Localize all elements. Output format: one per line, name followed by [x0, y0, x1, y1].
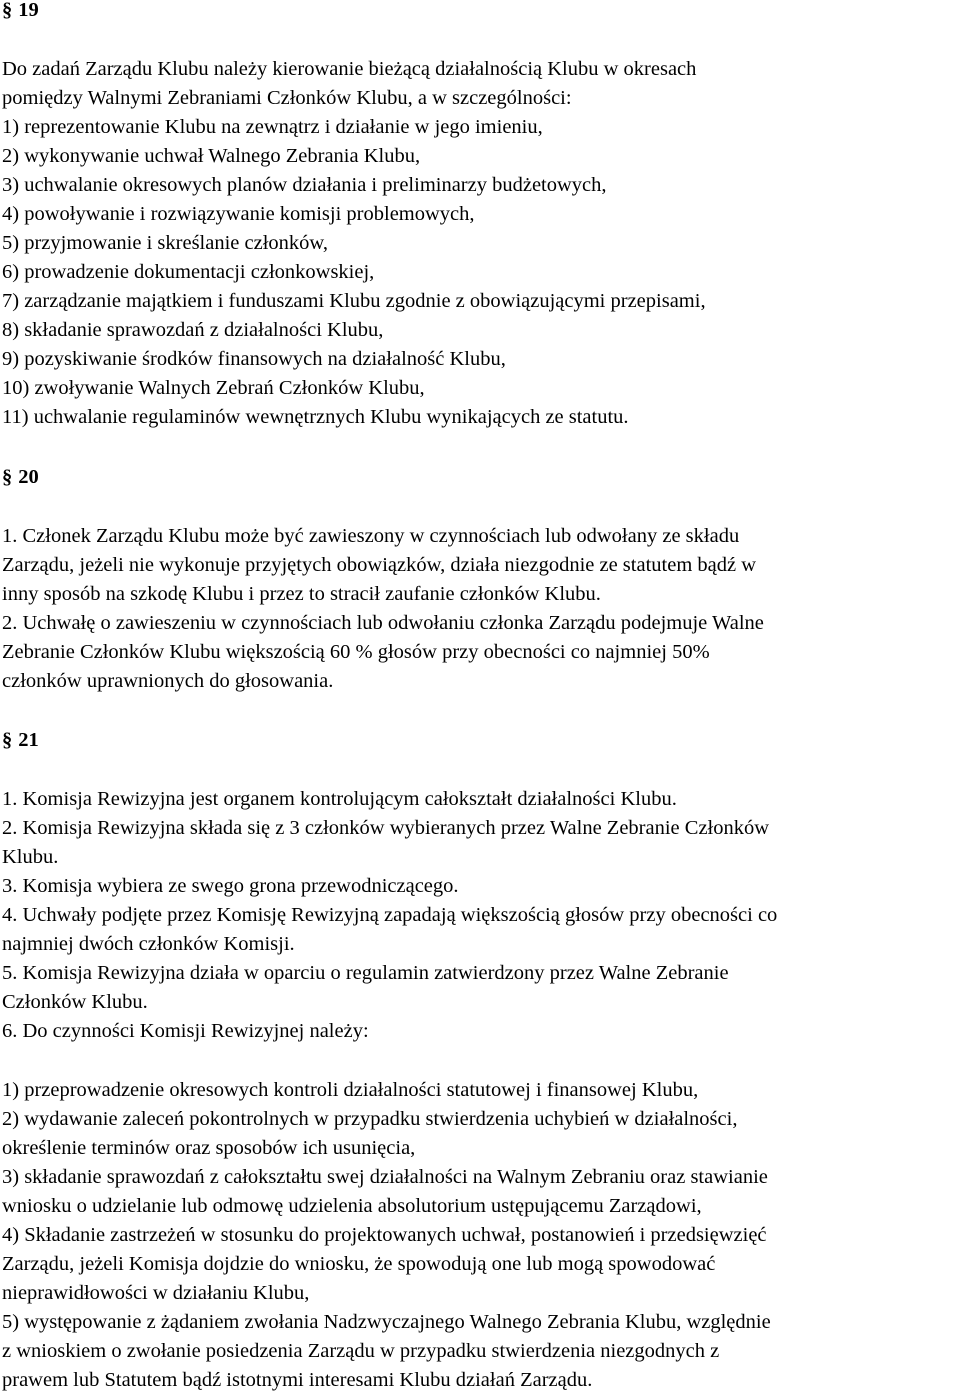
duty-line: prawem lub Statutem bądź istotnymi interesami Klubu działań Zarządu.: [2, 1369, 593, 1391]
section-21-duties: [2, 1076, 958, 1395]
section-number: 21: [18, 729, 39, 751]
section-19-line: 10) zwoływanie Walnych Zebrań Członków Klubu,: [2, 377, 425, 399]
section-19-heading: [2, 0, 958, 25]
duty-line: wniosku o udzielanie lub odmowę udzielenia absolutorium ustępującemu Zarządowi,: [2, 1195, 702, 1217]
section-19-line: 2) wykonywanie uchwał Walnego Zebrania Klubu,: [2, 145, 421, 167]
section-number: 19: [18, 0, 39, 21]
section-21-line: 5. Komisja Rewizyjna działa w oparciu o regulamin zatwierdzony przez Walne Zebranie: [2, 962, 729, 984]
duty-line: 2) wydawanie zaleceń pokontrolnych w przypadku stwierdzenia uchybień w działalności,: [2, 1108, 738, 1130]
section-21-line: Klubu.: [2, 846, 59, 868]
section-number: 20: [18, 466, 39, 488]
duty-line: z wnioskiem o zwołanie posiedzenia Zarządu w przypadku stwierdzenia niezgodnych z: [2, 1340, 720, 1362]
duty-line: 5) występowanie z żądaniem zwołania Nadzwyczajnego Walnego Zebrania Klubu, względnie: [2, 1311, 771, 1333]
section-19-line: 9) pozyskiwanie środków finansowych na działalność Klubu,: [2, 348, 506, 370]
section-19-line: pomiędzy Walnymi Zebraniami Członków Klubu, a w szczególności:: [2, 87, 572, 109]
section-21-body: [2, 785, 958, 1046]
duty-line: 4) Składanie zastrzeżeń w stosunku do projektowanych uchwał, postanowień i przedsięwzięć: [2, 1224, 767, 1246]
duty-line: Zarządu, jeżeli Komisja dojdzie do wniosku, że spowodują one lub mogą spowodować: [2, 1253, 716, 1275]
section-19-line: Do zadań Zarządu Klubu należy kierowanie bieżącą działalnością Klubu w okresach: [2, 58, 697, 80]
section-symbol: §: [2, 729, 13, 751]
section-21-line: 3. Komisja wybiera ze swego grona przewodniczącego.: [2, 875, 459, 897]
document: [2, 0, 958, 1395]
section-20-line: 1. Członek Zarządu Klubu może być zawieszony w czynnościach lub odwołany ze składu: [2, 525, 740, 547]
section-21-line: 2. Komisja Rewizyjna składa się z 3 członków wybieranych przez Walne Zebranie Członków: [2, 817, 770, 839]
duty-line: określenie terminów oraz sposobów ich usunięcia,: [2, 1137, 416, 1159]
section-20-line: członków uprawnionych do głosowania.: [2, 670, 334, 692]
section-19-line: 5) przyjmowanie i skreślanie członków,: [2, 232, 328, 254]
section-20-line: Zebranie Członków Klubu większością 60 % głosów przy obecności co najmniej 50%: [2, 641, 710, 663]
section-19-line: 3) uchwalanie okresowych planów działania i preliminarzy budżetowych,: [2, 174, 607, 196]
section-19-line: 11) uchwalanie regulaminów wewnętrznych Klubu wynikających ze statutu.: [2, 406, 629, 428]
section-20-body: [2, 522, 958, 696]
section-symbol: §: [2, 0, 13, 21]
section-symbol: §: [2, 466, 13, 488]
section-20-heading: [2, 463, 958, 492]
section-20-line: Zarządu, jeżeli nie wykonuje przyjętych obowiązków, działa niezgodnie ze statutem bądź w: [2, 554, 757, 576]
section-21-line: 6. Do czynności Komisji Rewizyjnej należy:: [2, 1020, 369, 1042]
section-19-line: 8) składanie sprawozdań z działalności Klubu,: [2, 319, 384, 341]
section-20-line: 2. Uchwałę o zawieszeniu w czynnościach lub odwołaniu członka Zarządu podejmuje Walne: [2, 612, 764, 634]
section-21-line: 1. Komisja Rewizyjna jest organem kontrolującym całokształt działalności Klubu.: [2, 788, 677, 810]
section-19-line: 7) zarządzanie majątkiem i funduszami Klubu zgodnie z obowiązującymi przepisami,: [2, 290, 706, 312]
section-21-line: najmniej dwóch członków Komisji.: [2, 933, 295, 955]
section-21-heading: [2, 726, 958, 755]
section-21-line: Członków Klubu.: [2, 991, 148, 1013]
duty-line: nieprawidłowości w działaniu Klubu,: [2, 1282, 310, 1304]
section-19-line: 1) reprezentowanie Klubu na zewnątrz i działanie w jego imieniu,: [2, 116, 543, 138]
duty-line: 3) składanie sprawozdań z całokształtu swej działalności na Walnym Zebraniu oraz stawianie: [2, 1166, 768, 1188]
section-21-line: 4. Uchwały podjęte przez Komisję Rewizyjną zapadają większością głosów przy obecności co: [2, 904, 778, 926]
section-20-line: inny sposób na szkodę Klubu i przez to stracił zaufanie członków Klubu.: [2, 583, 601, 605]
section-19-line: 6) prowadzenie dokumentacji członkowskiej,: [2, 261, 375, 283]
section-19-body: [2, 55, 958, 432]
section-19-line: 4) powoływanie i rozwiązywanie komisji problemowych,: [2, 203, 475, 225]
duty-line: 1) przeprowadzenie okresowych kontroli działalności statutowej i finansowej Klubu,: [2, 1079, 699, 1101]
